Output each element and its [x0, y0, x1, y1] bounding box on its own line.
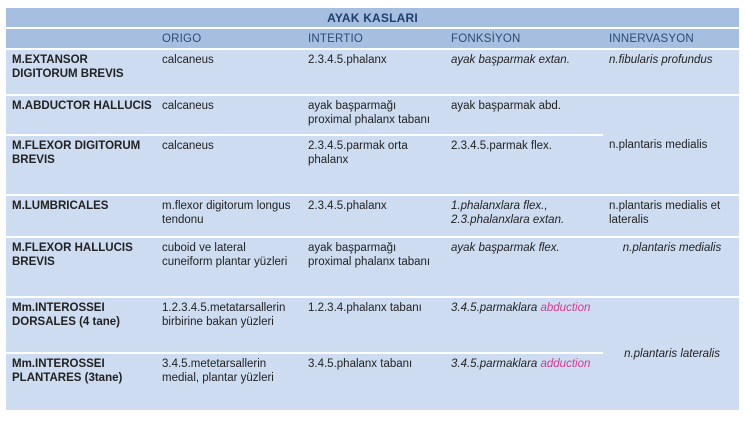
fonksiyon-cell: ayak başparmak extan.: [445, 50, 603, 94]
table-header-row: [6, 29, 739, 48]
header-intertio: INTERTIO: [302, 29, 445, 48]
table-title: AYAK KASLARI: [6, 8, 739, 27]
fonksiyon-cell: [445, 354, 603, 410]
intertio-cell: 2.3.4.5.parmak orta phalanx: [302, 136, 445, 194]
muscle-name: M.EXTANSOR DIGITORUM BREVIS: [6, 50, 156, 94]
table-row: [6, 96, 739, 134]
table-row: [6, 196, 739, 236]
fonksiyon-highlight: abduction: [540, 302, 591, 314]
origo-cell: m.flexor digitorum longus tendonu: [156, 196, 302, 236]
innervasyon-merged-medialis: n.plantaris medialis: [603, 96, 739, 194]
origo-cell: 1.2.3.4.5.metatarsallerin birbirine bakan yüzleri: [156, 298, 302, 352]
fonksiyon-line-1: 1.phalanxlara flex.,: [451, 200, 548, 212]
muscle-name: M.LUMBRICALES: [6, 196, 156, 236]
muscle-name: M.ABDUCTOR HALLUCIS: [6, 96, 156, 134]
fonksiyon-highlight: adduction: [540, 358, 591, 370]
origo-cell: cuboid ve lateral cuneiform plantar yüzleri: [156, 238, 302, 296]
innervasyon-cell: n.plantaris medialis: [603, 238, 739, 296]
intertio-cell: 3.4.5.phalanx tabanı: [302, 354, 445, 410]
fonksiyon-prefix: 3.4.5.parmaklara: [451, 358, 538, 370]
origo-cell: calcaneus: [156, 50, 302, 94]
muscle-name: M.FLEXOR HALLUCIS BREVIS: [6, 238, 156, 296]
intertio-cell: ayak başparmağı proximal phalanx tabanı: [302, 96, 445, 134]
table-title-row: [6, 8, 739, 27]
origo-cell: 3.4.5.metetarsallerin medial, plantar yüzleri: [156, 354, 302, 410]
fonksiyon-cell: 2.3.4.5.parmak flex.: [445, 136, 603, 194]
fonksiyon-cell: ayak başparmak abd.: [445, 96, 603, 134]
muscle-name: Mm.INTEROSSEI DORSALES (4 tane): [6, 298, 156, 352]
header-fonksiyon: FONKSİYON: [445, 29, 603, 48]
header-origo: ORIGO: [156, 29, 302, 48]
origo-cell: calcaneus: [156, 136, 302, 194]
muscle-name: Mm.INTEROSSEI PLANTARES (3tane): [6, 354, 156, 410]
origo-cell: calcaneus: [156, 96, 302, 134]
fonksiyon-cell: [445, 298, 603, 352]
header-muscle: [6, 29, 156, 48]
intertio-cell: ayak başparmağı proximal phalanx tabanı: [302, 238, 445, 296]
innervasyon-cell: n.fibularis profundus: [603, 50, 739, 94]
fonksiyon-cell: [445, 196, 603, 236]
intertio-cell: 1.2.3.4.phalanx tabanı: [302, 298, 445, 352]
table-row: [6, 238, 739, 296]
fonksiyon-line-2: 2.3.phalanxlara extan.: [451, 214, 565, 226]
innervasyon-cell: n.plantaris medialis et lateralis: [603, 196, 739, 236]
innervasyon-merged-lateralis: n.plantaris lateralis: [603, 298, 739, 410]
fonksiyon-prefix: 3.4.5.parmaklara: [451, 302, 538, 314]
fonksiyon-cell: ayak başparmak flex.: [445, 238, 603, 296]
muscle-name: M.FLEXOR DIGITORUM BREVIS: [6, 136, 156, 194]
intertio-cell: 2.3.4.5.phalanx: [302, 50, 445, 94]
table-row: [6, 298, 739, 352]
header-innervasyon: INNERVASYON: [603, 29, 739, 48]
foot-muscles-table: [6, 6, 739, 412]
table-row: [6, 50, 739, 94]
intertio-cell: 2.3.4.5.phalanx: [302, 196, 445, 236]
